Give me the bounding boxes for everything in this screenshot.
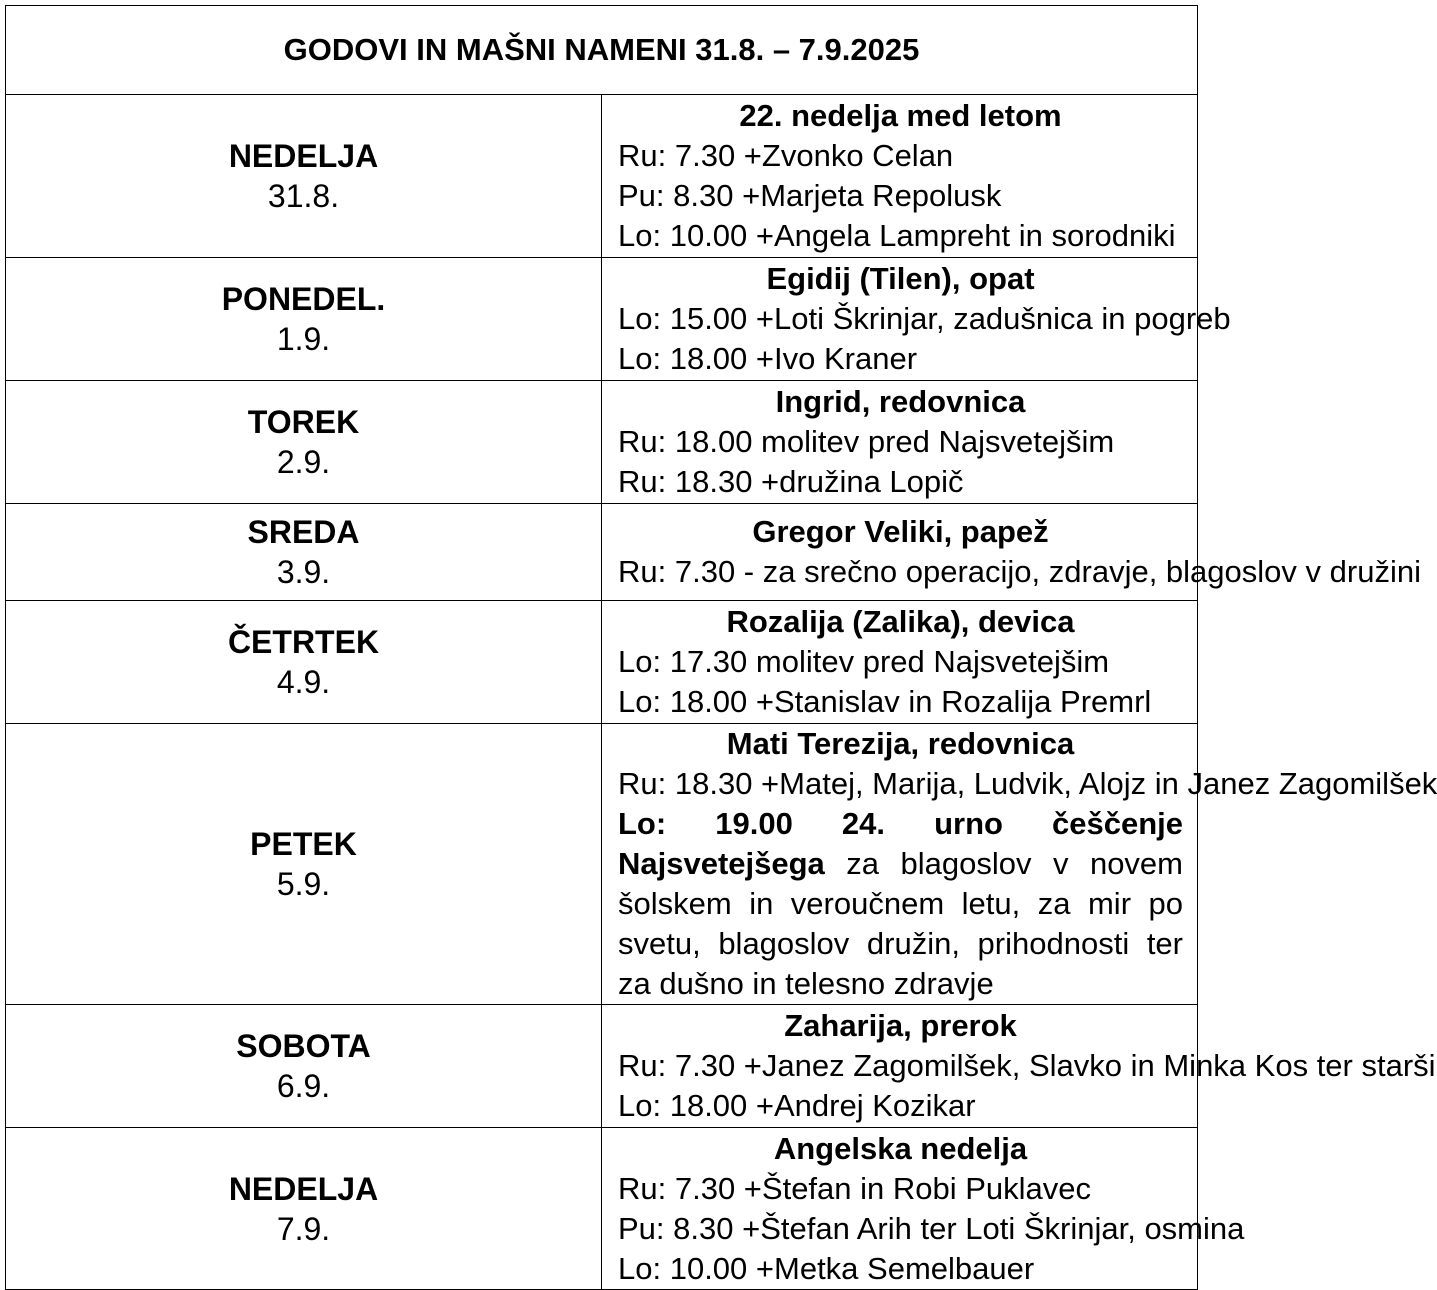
day-date: 5.9.: [276, 866, 331, 902]
day-cell: [6, 1128, 602, 1290]
day-date: 2.9.: [276, 444, 331, 480]
intentions-cell: [602, 504, 1421, 601]
day-row: [6, 95, 1198, 258]
adoration-heading: Lo: 19.00 24. urno češčenje Najsvetejšega: [618, 806, 1183, 881]
intentions-cell: [602, 1128, 1245, 1290]
day-name: SREDA: [247, 514, 360, 550]
day-name: PONEDEL.: [221, 281, 386, 317]
day-date: 3.9.: [276, 554, 331, 590]
day-name: PETEK: [250, 826, 357, 862]
intentions-cell: [602, 1005, 1436, 1128]
day-date: 31.8.: [267, 178, 340, 214]
intention-line: Ru: 18.00 molitev pred Najsvetejšim: [618, 424, 1115, 459]
day-cell: [6, 601, 602, 724]
feast-name: Gregor Veliki, papež: [752, 514, 1049, 549]
feast-name: Mati Terezija, redovnica: [726, 726, 1075, 761]
day-row: [6, 504, 1198, 601]
intentions-cell: [602, 601, 1198, 724]
intentions-cell: [602, 95, 1198, 258]
day-name: NEDELJA: [228, 1170, 379, 1207]
day-cell: [6, 504, 602, 601]
feast-name: Rozalija (Zalika), devica: [726, 604, 1075, 639]
feast-name: Egidij (Tilen), opat: [766, 261, 1035, 296]
intention-line: Ru: 18.30 +Matej, Marija, Ludvik, Alojz in Janez Zagomilšek: [618, 766, 1437, 801]
intention-line: Ru: 18.30 +družina Lopič: [618, 464, 964, 499]
feast-name: 22. nedelja med letom: [739, 98, 1062, 133]
day-name: NEDELJA: [228, 138, 379, 174]
intention-line: Ru: 7.30 +Štefan in Robi Puklavec: [618, 1170, 1092, 1206]
intentions-cell: [602, 258, 1231, 381]
adoration-text: za blagoslov v novem šolskem in veroučnem letu, za mir po svetu, blagoslov družin, prihodnosti ter za dušno in telesno zdravje: [618, 846, 1183, 1001]
intention-line: Lo: 18.00 +Andrej Kozikar: [618, 1088, 976, 1123]
day-cell: [6, 1005, 602, 1128]
feast-name: Angelska nedelja: [773, 1130, 1028, 1166]
day-row: [6, 1128, 1198, 1290]
feast-name: Ingrid, redovnica: [775, 384, 1026, 419]
day-date: 4.9.: [276, 664, 331, 700]
intention-line: Ru: 7.30 +Janez Zagomilšek, Slavko in Minka Kos ter starši: [618, 1048, 1436, 1083]
intention-line: Lo: 10.00 +Angela Lampreht in sorodniki: [618, 218, 1176, 253]
mass-intentions-table: [5, 5, 1437, 1290]
day-row: [6, 1005, 1198, 1128]
page-title: GODOVI IN MAŠNI NAMENI 31.8. – 7.9.2025: [6, 6, 1198, 95]
day-cell: [6, 381, 602, 504]
day-name: ČETRTEK: [227, 624, 380, 660]
intention-line: Pu: 8.30 +Marjeta Repolusk: [618, 178, 1002, 213]
day-name: TOREK: [247, 404, 360, 440]
day-name: SOBOTA: [236, 1028, 371, 1064]
intentions-cell: [602, 724, 1437, 1005]
intention-line: Lo: 18.00 +Ivo Kraner: [618, 341, 918, 376]
feast-name: Zaharija, prerok: [784, 1008, 1017, 1043]
day-cell: [6, 724, 602, 1005]
day-date: 6.9.: [276, 1068, 331, 1104]
day-row: [6, 381, 1198, 504]
day-date: 1.9.: [276, 321, 331, 357]
intention-line: Ru: 7.30 +Zvonko Celan: [618, 138, 954, 173]
day-cell: [6, 258, 602, 381]
day-row: [6, 724, 1198, 1005]
day-date: 7.9.: [276, 1210, 331, 1247]
intentions-cell: [602, 381, 1198, 504]
intention-line: Pu: 8.30 +Štefan Arih ter Loti Škrinjar, osmina: [618, 1210, 1245, 1246]
intention-line: Lo: 15.00 +Loti Škrinjar, zadušnica in pogreb: [618, 301, 1231, 336]
day-row: [6, 258, 1198, 381]
adoration-paragraph: [618, 804, 1183, 1004]
intention-line: Lo: 17.30 molitev pred Najsvetejšim: [618, 644, 1110, 679]
intention-line: Ru: 7.30 - za srečno operacijo, zdravje, blagoslov v družini: [618, 554, 1421, 589]
title-row: [6, 6, 1198, 95]
day-cell: [6, 95, 602, 258]
day-row: [6, 601, 1198, 724]
intention-line: Lo: 18.00 +Stanislav in Rozalija Premrl: [618, 684, 1152, 719]
intention-line: Lo: 10.00 +Metka Semelbauer: [618, 1250, 1035, 1286]
